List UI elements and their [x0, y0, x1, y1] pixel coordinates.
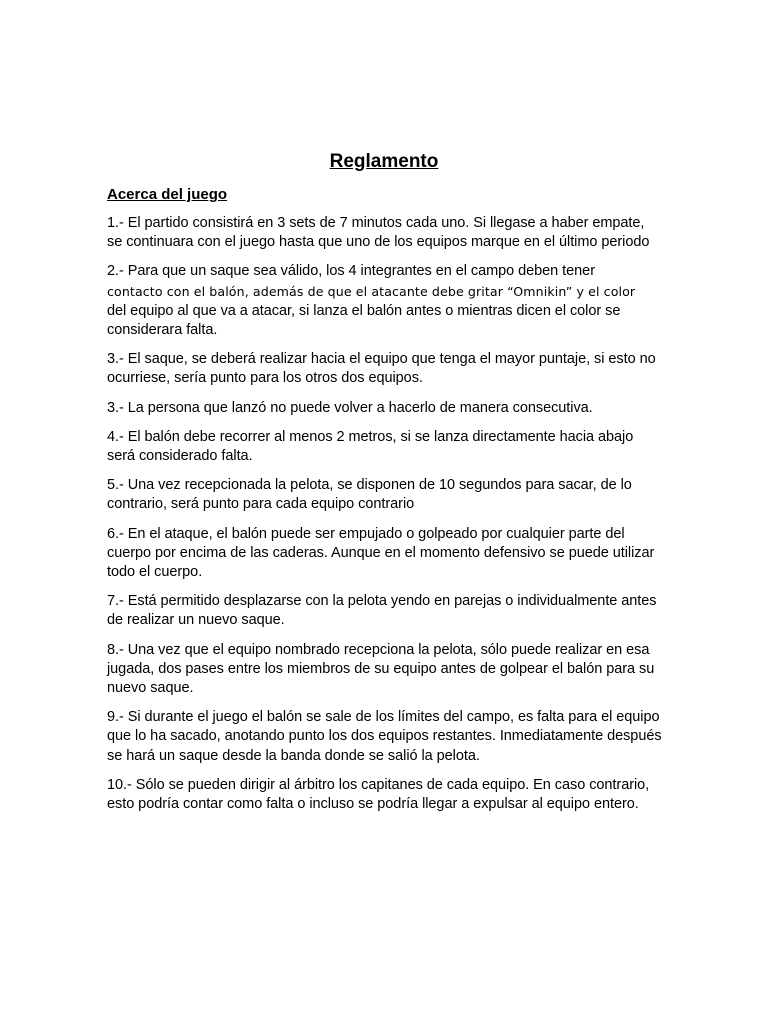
rule-item: 10.- Sólo se pueden dirigir al árbitro los capitanes de cada equipo. En caso contrario, esto podría contar como falta o incluso se podría llegar a expulsar al equipo entero. — [107, 776, 650, 813]
rule-text-segment: 2.- Para que un saque sea válido, los 4 integrantes en el campo deben tener — [107, 263, 595, 280]
section-heading: Acerca del juego — [107, 186, 228, 203]
rule-item: 8.- Una vez que el equipo nombrado recepciona la pelota, sólo puede realizar en esa jugada, dos pases entre los miembros de su equipo antes de golpear el balón para su nuevo saque. — [107, 641, 655, 697]
rule-item: 3.- El saque, se deberá realizar hacia el equipo que tenga el mayor puntaje, si esto no ocurriese, sería punto para los otros dos equipos. — [107, 351, 656, 387]
rule-text-segment: del equipo al que va a atacar, si lanza el balón antes o mientras dicen el color se considerara falta. — [107, 302, 621, 339]
rule-item: 1.- El partido consistirá en 3 sets de 7 minutos cada uno. Si llegase a haber empate, se continuara con el juego hasta que uno de los equipos marque en el último periodo — [107, 215, 650, 251]
rule-item — [107, 262, 663, 340]
rule-item: 7.- Está permitido desplazarse con la pelota yendo en parejas o individualmente antes de realizar un nuevo saque. — [107, 593, 657, 629]
rule-item: 4.- El balón debe recorrer al menos 2 metros, si se lanza directamente hacia abajo será considerado falta. — [107, 428, 634, 465]
rule-text-segment: contacto con el balón, además de que el atacante debe gritar “Omnikin” y el color — [107, 283, 636, 299]
rule-item: 6.- En el ataque, el balón puede ser empujado o golpeado por cualquier parte del cuerpo por encima de las caderas. Aunque en el momento defensivo se puede utilizar todo el cuerpo. — [107, 525, 655, 581]
document-title: Reglamento — [329, 151, 439, 172]
rules-list — [107, 214, 663, 824]
rule-item: 5.- Una vez recepcionada la pelota, se disponen de 10 segundos para sacar, de lo contrario, será punto para cada equipo contrario — [107, 477, 632, 513]
rule-item: 3.- La persona que lanzó no puede volver a hacerlo de manera consecutiva. — [107, 399, 593, 416]
rule-item: 9.- Si durante el juego el balón se sale de los límites del campo, es falta para el equipo que lo ha sacado, anotando punto los dos equipos restantes. Inmediatamente después se hará un saque desde la banda donde se salió la pelota. — [107, 709, 662, 764]
